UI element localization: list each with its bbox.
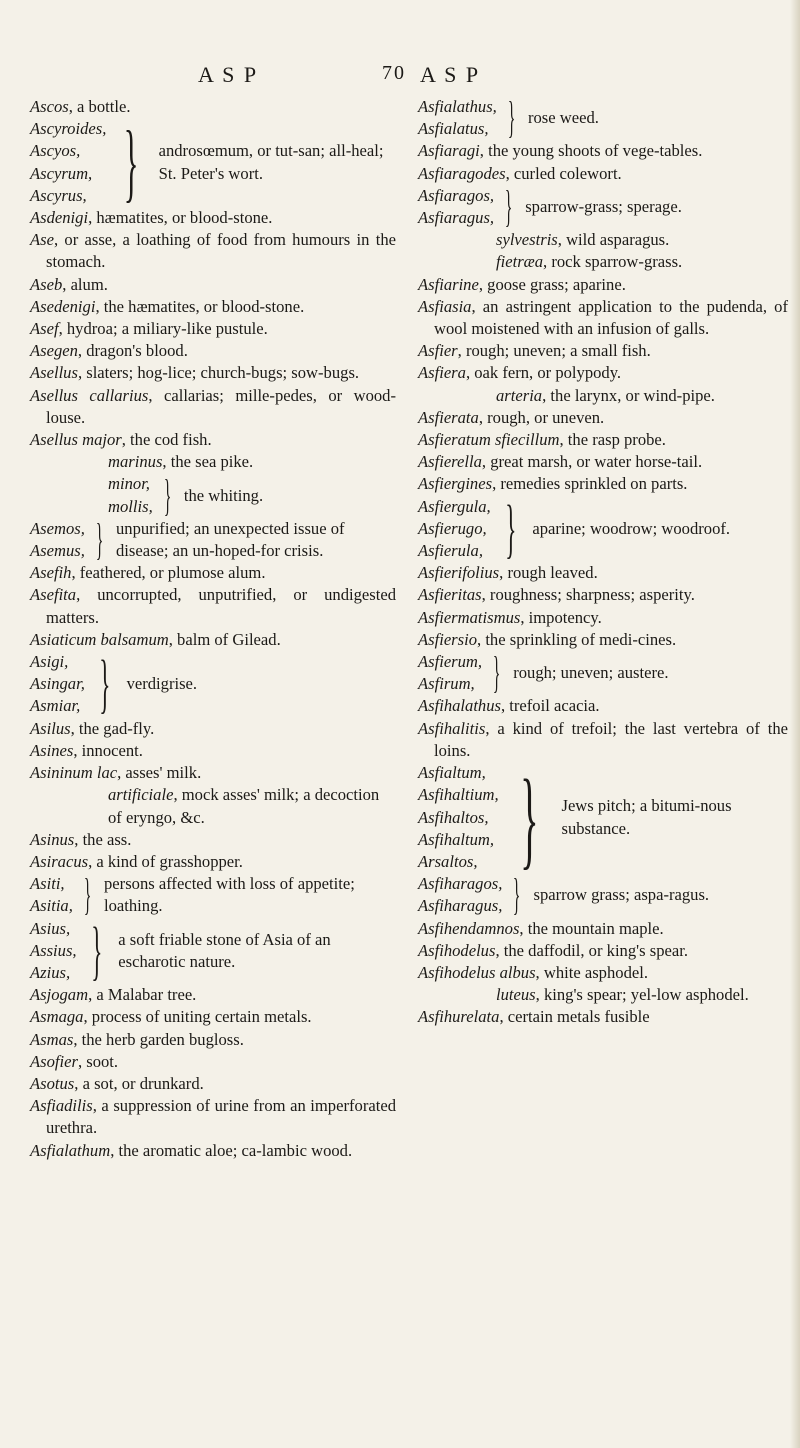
entry-definition: , the hæmatites, or blood-stone. bbox=[95, 296, 305, 316]
dictionary-entry bbox=[418, 584, 788, 606]
entry-term: Asfialathum bbox=[30, 1140, 111, 1160]
entry-definition: , wild asparagus. bbox=[557, 230, 670, 250]
entry-terms bbox=[30, 118, 106, 207]
entry-term: Asfiergines bbox=[418, 474, 493, 494]
entry-definition: , or asse, a loathing of food from humours in the stomach. bbox=[46, 230, 396, 272]
dictionary-entry bbox=[418, 340, 788, 362]
entry-term: Asfierifolius bbox=[418, 563, 500, 583]
dictionary-entry bbox=[30, 784, 396, 828]
entry-term: Assius, bbox=[30, 940, 77, 960]
entry-term: Asfiharagos, bbox=[418, 874, 503, 894]
dictionary-entry-group bbox=[30, 113, 396, 211]
entry-definition: , slaters; hog-lice; church-bugs; sow-bugs. bbox=[77, 363, 360, 383]
dictionary-entry bbox=[30, 296, 396, 318]
entry-terms bbox=[418, 873, 502, 917]
entry-term: Asiaticum balsamum bbox=[30, 629, 169, 649]
dictionary-entry bbox=[30, 451, 396, 473]
entry-definition: , curled colewort. bbox=[505, 163, 622, 183]
dictionary-entry bbox=[30, 562, 396, 584]
entry-definition: , certain metals fusible bbox=[499, 1007, 650, 1027]
dictionary-entry-group bbox=[30, 470, 396, 520]
entry-terms bbox=[30, 918, 77, 985]
dictionary-entry bbox=[418, 940, 788, 962]
entry-definition: , the rasp probe. bbox=[559, 430, 666, 450]
dictionary-entry-group bbox=[418, 756, 788, 879]
entry-term: luteus bbox=[496, 985, 536, 1005]
dictionary-entry bbox=[30, 318, 396, 340]
dictionary-entry-group bbox=[418, 648, 788, 698]
dictionary-entry bbox=[30, 229, 396, 273]
entry-definition: aparine; woodrow; woodroof. bbox=[532, 518, 731, 538]
dictionary-entry bbox=[418, 385, 788, 407]
entry-definition: , the mountain maple. bbox=[519, 918, 664, 938]
entry-definition: a soft friable stone of Asia of an escharotic nature. bbox=[118, 929, 331, 971]
entry-term: fietræa bbox=[496, 252, 544, 272]
dictionary-entry bbox=[418, 962, 788, 984]
entry-term: Asfihurelata bbox=[418, 1007, 500, 1027]
entry-term: Asefita bbox=[30, 585, 77, 605]
entry-term: Asdenigi bbox=[30, 208, 89, 228]
entry-terms bbox=[108, 473, 153, 517]
entry-term: Asitia, bbox=[30, 896, 73, 916]
entry-definition: sparrow grass; aspa-ragus. bbox=[533, 885, 710, 905]
entry-term: Asinus bbox=[30, 829, 75, 849]
entry-term: Asfieratum sfiecillum bbox=[418, 430, 560, 450]
dictionary-entry bbox=[30, 1140, 396, 1162]
dictionary-entry bbox=[30, 1029, 396, 1051]
entry-definition: , innocent. bbox=[73, 740, 143, 760]
entry-definition: unpurified; an unexpected issue of disease; an un-hoped-for crisis. bbox=[115, 518, 345, 561]
entry-term: mollis, bbox=[108, 496, 153, 516]
entry-term: Asfierata bbox=[418, 407, 479, 427]
dictionary-entry-group bbox=[30, 913, 396, 987]
entry-definition: , mock asses' milk; a decoction of eryngo, &c. bbox=[108, 785, 380, 827]
left-column bbox=[30, 96, 396, 1162]
entry-term: Asemus, bbox=[30, 541, 85, 561]
dictionary-entry bbox=[30, 762, 396, 784]
entry-definition: , rock sparrow-grass. bbox=[543, 252, 683, 272]
entry-term: Asmiar, bbox=[30, 696, 81, 716]
page-number: 70 bbox=[382, 62, 406, 84]
entry-term: Asfihodelus albus bbox=[418, 962, 536, 982]
dictionary-entry bbox=[30, 362, 396, 384]
entry-term: Asiti, bbox=[30, 874, 65, 894]
entry-term: Asiracus bbox=[30, 851, 89, 871]
entry-term: Asfiaragus, bbox=[418, 208, 495, 228]
dictionary-entry bbox=[418, 362, 788, 384]
dictionary-entry bbox=[30, 829, 396, 851]
entry-definition: , callarias; mille-pedes, or wood-louse. bbox=[46, 385, 396, 427]
entry-term: Ascos bbox=[30, 97, 69, 116]
entry-definition: , a Malabar tree. bbox=[88, 985, 197, 1005]
brace-glyph: } bbox=[519, 756, 539, 879]
running-head-right: A S P bbox=[420, 62, 481, 87]
entry-term: arteria bbox=[496, 385, 543, 405]
entry-term: Asfier bbox=[418, 341, 458, 361]
entry-definition: , feathered, or plumose alum. bbox=[71, 563, 266, 583]
entry-definition: , soot. bbox=[77, 1051, 119, 1071]
dictionary-entry bbox=[418, 718, 788, 762]
entry-term: Asellus callarius bbox=[30, 385, 149, 405]
brace-glyph: } bbox=[492, 648, 501, 698]
entry-term: marinus bbox=[108, 452, 163, 472]
entry-definition: , the daffodil, or king's spear. bbox=[495, 940, 688, 960]
entry-term: Asfiarine bbox=[418, 274, 479, 294]
entry-term: Asfierella bbox=[418, 452, 482, 472]
entry-term: Asfirum, bbox=[418, 674, 475, 694]
entry-term: Asingar, bbox=[30, 674, 85, 694]
entry-terms bbox=[30, 651, 85, 718]
entry-term: Asius, bbox=[30, 918, 71, 938]
dictionary-entry-group bbox=[30, 647, 396, 721]
dictionary-entry-group bbox=[418, 491, 788, 565]
entry-term: Asmaga bbox=[30, 1007, 84, 1027]
dictionary-entry bbox=[30, 1095, 396, 1139]
dictionary-entry bbox=[418, 274, 788, 296]
entry-term: artificiale bbox=[108, 785, 174, 805]
entry-term: Ascyos, bbox=[30, 141, 81, 161]
entry-definition: , a bottle. bbox=[68, 97, 131, 116]
entry-term: Asfihaltium, bbox=[418, 785, 499, 805]
entry-term: Asmas bbox=[30, 1029, 74, 1049]
entry-term: Asfierum, bbox=[418, 652, 483, 672]
dictionary-entry-group bbox=[418, 870, 788, 920]
dictionary-entry bbox=[30, 584, 396, 628]
entry-terms bbox=[30, 873, 73, 917]
entry-definition: , alum. bbox=[62, 274, 108, 294]
entry-definition: rough; uneven; austere. bbox=[513, 663, 669, 683]
entry-term: Asotus bbox=[30, 1073, 75, 1093]
entry-term: Asfiadilis bbox=[30, 1096, 93, 1116]
brace-glyph: } bbox=[163, 470, 171, 520]
dictionary-entry bbox=[30, 740, 396, 762]
entry-term: Asellus major bbox=[30, 430, 122, 450]
dictionary-entry bbox=[418, 140, 788, 162]
entry-definition: , the larynx, or wind-pipe. bbox=[542, 385, 715, 405]
brace-glyph: } bbox=[99, 647, 111, 721]
right-column bbox=[418, 93, 788, 1029]
entry-definition: , the sea pike. bbox=[162, 452, 254, 472]
entry-term: Asfiera bbox=[418, 363, 466, 383]
entry-definition: , a sot, or drunkard. bbox=[74, 1073, 204, 1093]
dictionary-entry bbox=[30, 207, 396, 229]
dictionary-entry bbox=[418, 1006, 788, 1028]
entry-definition: , the sprinkling of medi-cines. bbox=[477, 629, 677, 649]
entry-definition: , a kind of grasshopper. bbox=[88, 851, 243, 871]
entry-definition: , the herb garden bugloss. bbox=[73, 1029, 244, 1049]
entry-definition: Jews pitch; a bitumi-nous substance. bbox=[561, 796, 732, 838]
entry-definition: , the ass. bbox=[74, 829, 132, 849]
entry-definition: , dragon's blood. bbox=[77, 341, 188, 361]
dictionary-entry bbox=[30, 340, 396, 362]
entry-term: Asfialathus, bbox=[418, 97, 497, 116]
entry-definition: , the aromatic aloe; ca-lambic wood. bbox=[110, 1140, 353, 1160]
entry-term: Asfierula, bbox=[418, 541, 483, 561]
entry-term: Asofier bbox=[30, 1051, 78, 1071]
entry-definition: , oak fern, or polypody. bbox=[465, 363, 622, 383]
page-header bbox=[0, 62, 800, 92]
brace-glyph: } bbox=[124, 113, 139, 211]
dictionary-entry bbox=[418, 473, 788, 495]
entry-term: Asfiergula, bbox=[418, 496, 491, 516]
entry-definition: , goose grass; aparine. bbox=[478, 274, 626, 294]
entry-term: Asfialtum, bbox=[418, 763, 486, 783]
dictionary-entry bbox=[30, 984, 396, 1006]
entry-term: Asjogam bbox=[30, 985, 89, 1005]
dictionary-entry bbox=[418, 229, 788, 251]
entry-term: Asfiaragi bbox=[418, 141, 480, 161]
entry-definition: persons affected with loss of appetite; loathing. bbox=[104, 874, 355, 916]
entry-term: Asfihaltum, bbox=[418, 829, 495, 849]
entry-definition: , rough; uneven; a small fish. bbox=[457, 341, 651, 361]
entry-definition: , rough leaved. bbox=[499, 563, 598, 583]
entry-term: Ascyrum, bbox=[30, 163, 93, 183]
entry-definition: , balm of Gilead. bbox=[168, 629, 281, 649]
entry-definition: , roughness; sharpness; asperity. bbox=[481, 585, 695, 605]
entry-term: Asfihendamnos bbox=[418, 918, 520, 938]
entry-term: Ascyroides, bbox=[30, 119, 107, 139]
dictionary-entry bbox=[418, 984, 788, 1006]
entry-term: Asilus bbox=[30, 718, 71, 738]
entry-term: Ase bbox=[30, 230, 54, 250]
dictionary-entry bbox=[30, 1073, 396, 1095]
entry-term: Asfiharagus, bbox=[418, 896, 503, 916]
dictionary-entry bbox=[418, 163, 788, 185]
brace-glyph: } bbox=[513, 870, 521, 920]
dictionary-entry-group bbox=[30, 515, 396, 565]
entry-definition: , king's spear; yel-low asphodel. bbox=[535, 985, 749, 1005]
entry-terms bbox=[418, 651, 482, 695]
entry-term: Asfiasia bbox=[418, 296, 472, 316]
entry-definition: , an astringent application to the pudenda, of wool moistened with an infusion of galls. bbox=[434, 296, 788, 339]
entry-definition: , impotency. bbox=[520, 607, 602, 627]
entry-term: Asfieritas bbox=[418, 585, 482, 605]
dictionary-entry bbox=[418, 407, 788, 429]
entry-term: Azius, bbox=[30, 962, 71, 982]
dictionary-entry bbox=[30, 1006, 396, 1028]
entry-definition: , hydroa; a miliary-like pustule. bbox=[58, 319, 268, 339]
entry-term: Asfierugo, bbox=[418, 518, 487, 538]
entry-definition: rose weed. bbox=[527, 108, 599, 128]
entry-term: Asefih bbox=[30, 563, 72, 583]
brace-glyph: } bbox=[504, 182, 513, 232]
entry-term: Arsaltos, bbox=[418, 851, 478, 871]
brace-glyph: } bbox=[507, 93, 516, 143]
entry-definition: , hæmatites, or blood-stone. bbox=[88, 208, 273, 228]
entry-term: Asfialatus, bbox=[418, 119, 489, 139]
entry-definition: , the cod fish. bbox=[121, 430, 212, 450]
dictionary-entry bbox=[30, 629, 396, 651]
entry-term: Asfihodelus bbox=[418, 940, 496, 960]
dictionary-entry bbox=[418, 251, 788, 273]
entry-term: Asegen bbox=[30, 341, 78, 361]
entry-terms bbox=[30, 518, 85, 562]
dictionary-entry bbox=[30, 1051, 396, 1073]
dictionary-entry bbox=[418, 695, 788, 717]
dictionary-entry bbox=[418, 607, 788, 629]
entry-definition: sparrow-grass; sperage. bbox=[525, 196, 682, 216]
entry-term: Ascyrus, bbox=[30, 185, 87, 205]
entry-term: Asigi, bbox=[30, 652, 69, 672]
entry-term: Asemos, bbox=[30, 518, 85, 538]
entry-term: Asininum lac bbox=[30, 763, 118, 783]
entry-definition: verdigrise. bbox=[126, 674, 198, 694]
entry-term: Asfiermatismus bbox=[418, 607, 521, 627]
entry-term: Asfihalitis bbox=[418, 718, 486, 738]
entry-definition: , asses' milk. bbox=[117, 763, 202, 783]
entry-term: Asfihalathus bbox=[418, 696, 501, 716]
page-edge-shadow bbox=[790, 0, 800, 1448]
dictionary-entry-group bbox=[418, 93, 788, 143]
entry-term: Asedenigi bbox=[30, 296, 96, 316]
dictionary-entry bbox=[418, 451, 788, 473]
entry-definition: , the gad-fly. bbox=[70, 718, 155, 738]
brace-glyph: } bbox=[83, 870, 92, 920]
entry-definition: , trefoil acacia. bbox=[500, 696, 600, 716]
entry-term: Asfihaltos, bbox=[418, 807, 489, 827]
entry-term: Aseb bbox=[30, 274, 63, 294]
entry-terms bbox=[418, 496, 491, 563]
entry-term: Asfiersio bbox=[418, 629, 478, 649]
entry-definition: , rough, or uneven. bbox=[478, 407, 605, 427]
running-head-left: A S P bbox=[198, 62, 259, 87]
entry-definition: , remedies sprinkled on parts. bbox=[492, 474, 688, 494]
dictionary-entry bbox=[418, 918, 788, 940]
dictionary-entry bbox=[30, 718, 396, 740]
dictionary-entry bbox=[30, 274, 396, 296]
dictionary-entry-group bbox=[30, 870, 396, 920]
entry-term: sylvestris bbox=[496, 230, 558, 250]
entry-terms bbox=[418, 96, 497, 140]
brace-glyph: } bbox=[95, 515, 104, 565]
entry-term: minor, bbox=[108, 474, 150, 494]
entry-definition: the whiting. bbox=[183, 485, 264, 505]
dictionary-entry bbox=[30, 429, 396, 451]
entry-definition: , great marsh, or water horse-tail. bbox=[481, 452, 703, 472]
entry-term: Asellus bbox=[30, 363, 78, 383]
entry-term: Asfiaragodes bbox=[418, 163, 506, 183]
entry-definition: androsœmum, or tut-san; all-heal; St. Peter's wort. bbox=[158, 141, 384, 183]
brace-glyph: } bbox=[504, 491, 517, 565]
dictionary-entry bbox=[30, 96, 396, 118]
dictionary-entry bbox=[418, 629, 788, 651]
entry-definition: , process of uniting certain metals. bbox=[83, 1007, 312, 1027]
entry-terms bbox=[418, 185, 494, 229]
entry-term: Asfiaragos, bbox=[418, 185, 495, 205]
entry-definition: , a suppression of urine from an imperforated urethra. bbox=[46, 1096, 396, 1138]
entry-term: Asines bbox=[30, 740, 74, 760]
entry-term: Asef bbox=[30, 319, 59, 339]
entry-terms bbox=[418, 762, 499, 873]
entry-definition: , white asphodel. bbox=[535, 962, 648, 982]
dictionary-entry-group bbox=[418, 182, 788, 232]
entry-definition: , the young shoots of vege-tables. bbox=[479, 141, 703, 161]
dictionary-entry bbox=[30, 385, 396, 429]
entry-definition: , a kind of trefoil; the last vertebra of the loins. bbox=[434, 718, 788, 760]
brace-glyph: } bbox=[90, 913, 102, 987]
dictionary-entry bbox=[418, 296, 788, 340]
dictionary-entry bbox=[418, 429, 788, 451]
dictionary-entry bbox=[418, 562, 788, 584]
entry-definition: , uncorrupted, unputrified, or undigested matters. bbox=[46, 585, 396, 627]
